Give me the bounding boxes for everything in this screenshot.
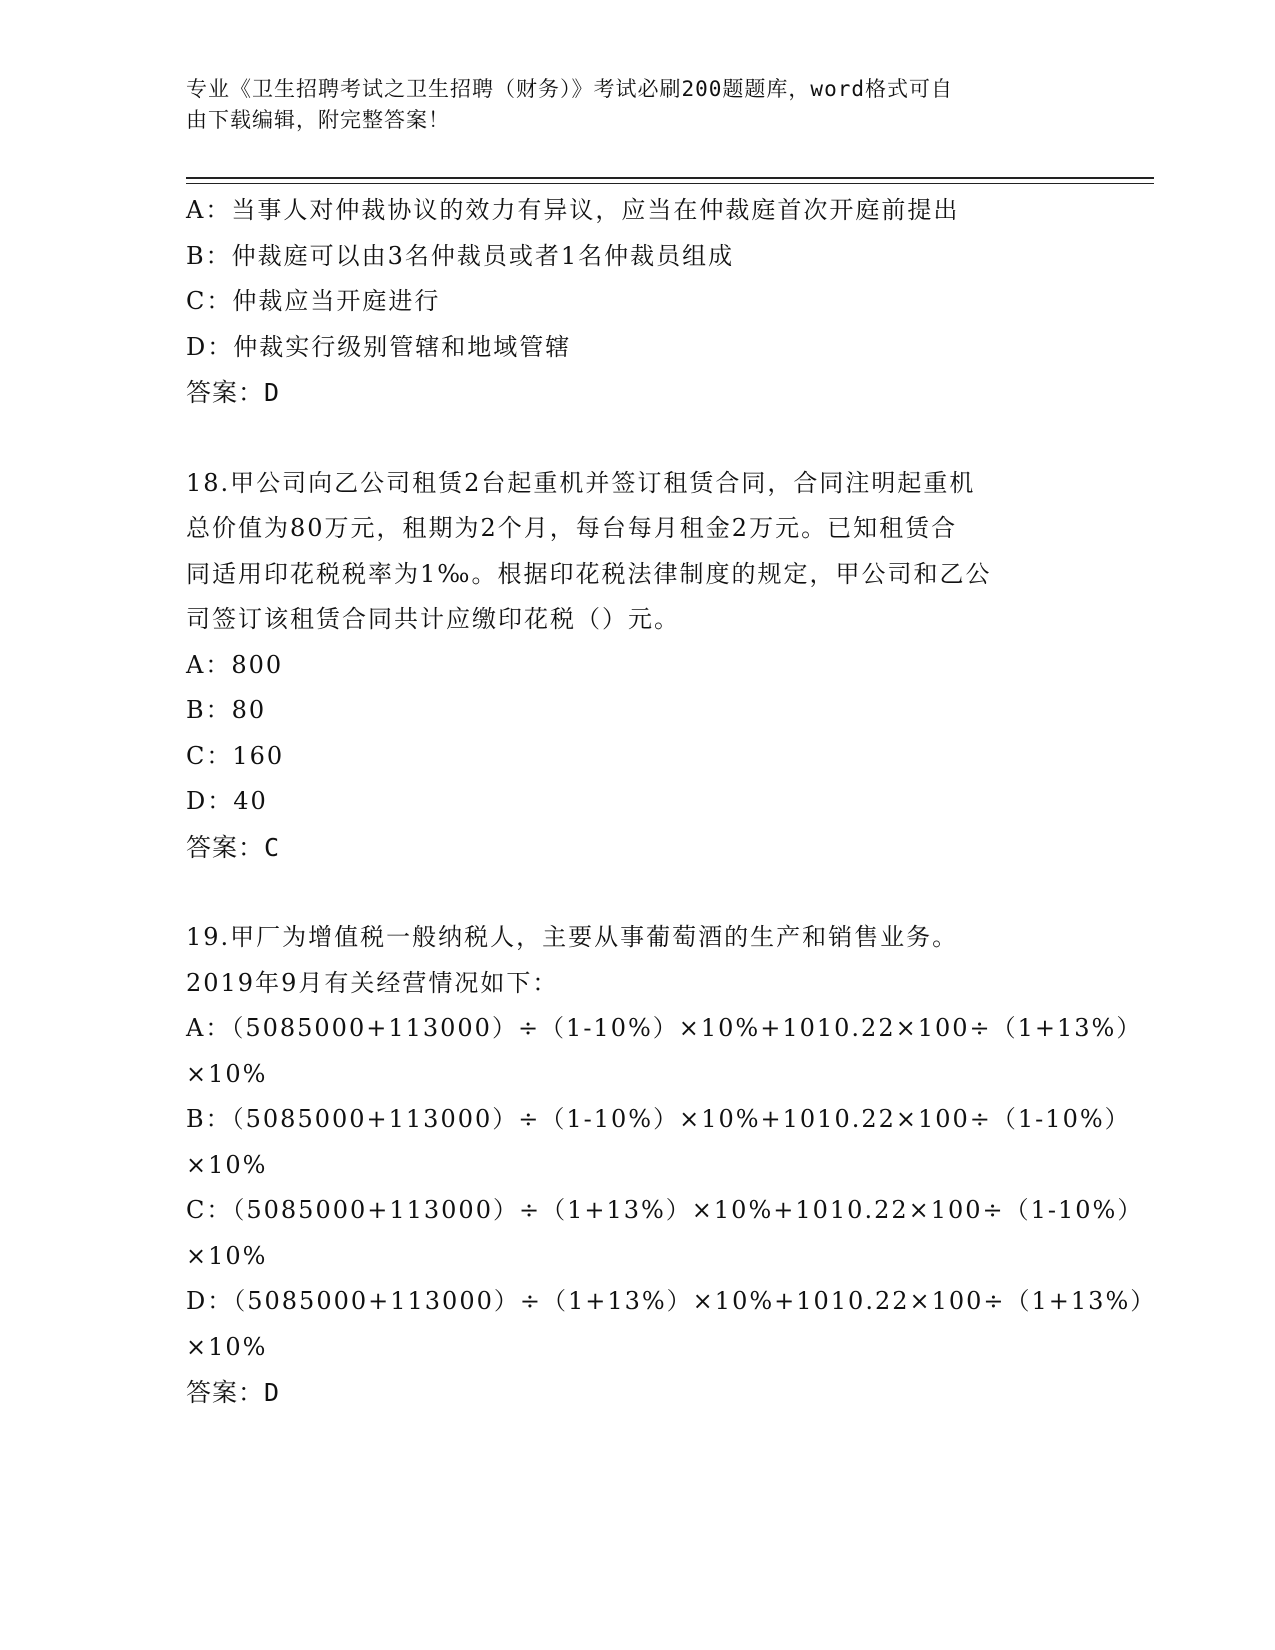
q18-answer: 答案：C [186, 832, 281, 862]
q17-option-d: D：仲裁实行级别管辖和地域管辖 [186, 332, 572, 361]
q17-option-b: B：仲裁庭可以由3名仲裁员或者1名仲裁员组成 [186, 241, 735, 270]
q19-option-d: D：（5085000+113000）÷（1+13%）×10%+1010.22×100÷（1+13%） [186, 1287, 1157, 1315]
q19-option-c: C：（5085000+113000）÷（1+13%）×10%+1010.22×100÷（1-10%） [186, 1196, 1144, 1224]
q19-option-c-cont: ×10% [186, 1241, 268, 1270]
q19-answer: 答案：D [186, 1378, 281, 1407]
q17-option-a: A：当事人对仲裁协议的效力有异议，应当在仲裁庭首次开庭前提出 [186, 196, 960, 224]
question-19 [186, 915, 1157, 1416]
header-divider-thin [186, 183, 1154, 184]
question-17 [186, 188, 1086, 416]
q19-option-a-cont: ×10% [186, 1059, 268, 1088]
q19-option-b: B：（5085000+113000）÷（1-10%）×10%+1010.22×100÷（1-10%） [186, 1105, 1131, 1133]
question-18 [186, 461, 1086, 871]
q19-option-d-cont: ×10% [186, 1332, 268, 1361]
q17-option-c: C：仲裁应当开庭进行 [186, 287, 441, 315]
document-body [186, 188, 1157, 1416]
q18-stem-line-1: 18.甲公司向乙公司租赁2台起重机并签订租赁合同，合同注明起重机 [186, 468, 976, 497]
q18-option-b: B：80 [186, 696, 267, 724]
q17-answer: 答案：D [186, 378, 281, 407]
q19-stem-line-2: 2019年9月有关经营情况如下： [186, 968, 559, 997]
header-divider-thick [186, 177, 1154, 179]
q18-option-a: A：800 [186, 650, 284, 679]
q18-option-d: D：40 [186, 787, 268, 815]
header-line-1: 专业《卫生招聘考试之卫生招聘（财务）》考试必刷200题题库，word格式可自 [186, 77, 953, 101]
q19-option-a: A：（5085000+113000）÷（1-10%）×10%+1010.22×100÷（1+13%） [186, 1014, 1143, 1042]
q19-stem-line-1: 19.甲厂为增值税一般纳税人，主要从事葡萄酒的生产和销售业务。 [186, 923, 959, 951]
q18-stem-line-4: 司签订该租赁合同共计应缴印花税（）元。 [186, 605, 680, 633]
q18-stem-line-3: 同适用印花税税率为1‰。根据印花税法律制度的规定，甲公司和乙公 [186, 559, 992, 588]
q18-option-c: C：160 [186, 741, 285, 770]
q19-option-b-cont: ×10% [186, 1150, 268, 1179]
q18-stem-line-2: 总价值为80万元，租期为2个月，每台每月租金2万元。已知租赁合 [186, 514, 958, 542]
header-line-2: 由下载编辑，附完整答案！ [186, 108, 450, 132]
document-header [186, 74, 1066, 136]
